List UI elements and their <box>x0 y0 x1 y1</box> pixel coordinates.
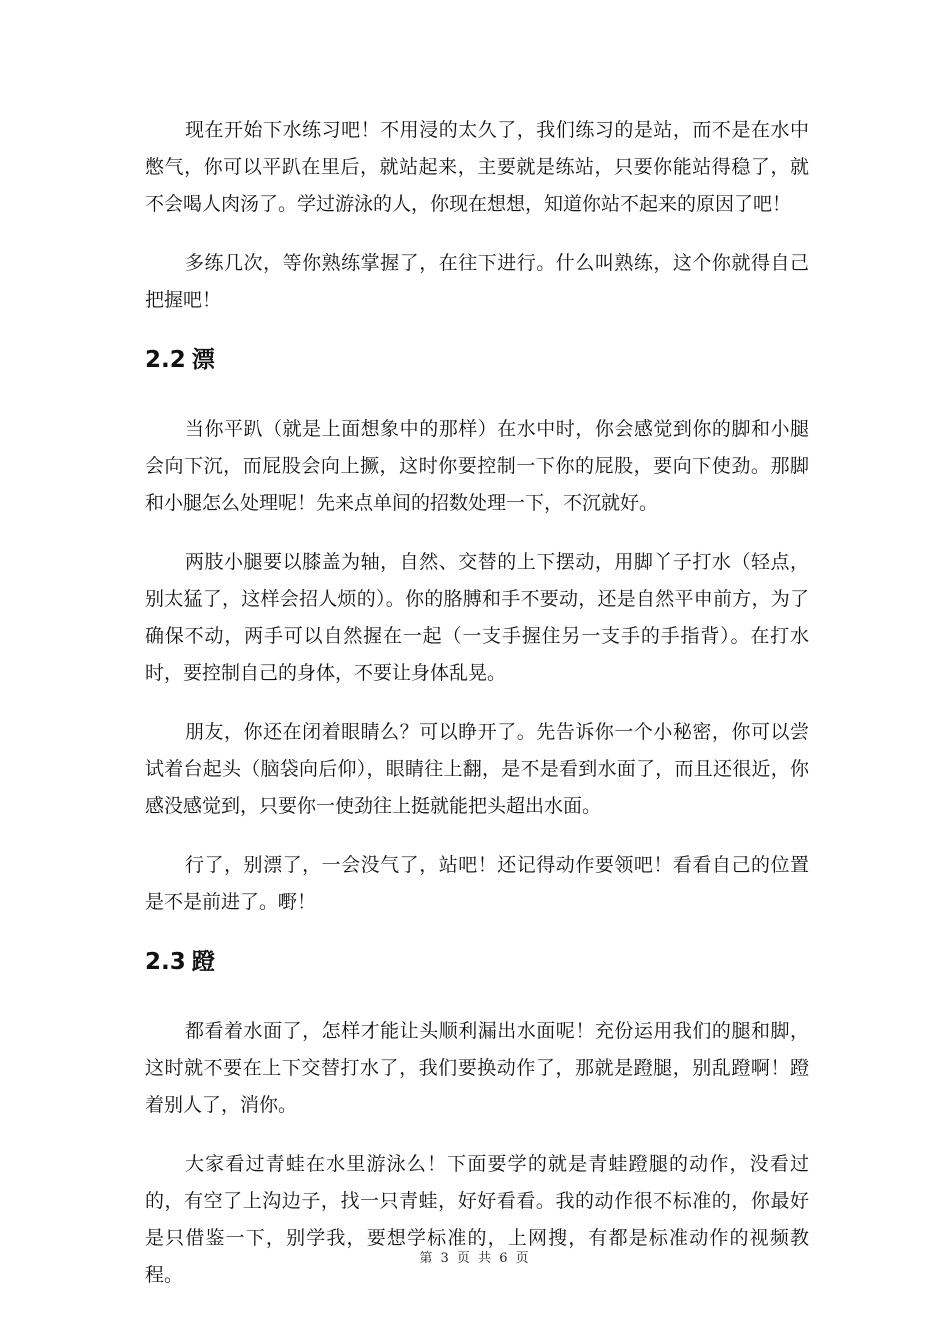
paragraph: 两肢小腿要以膝盖为轴，自然、交替的上下摆动，用脚丫子打水（轻点，别太猛了，这样会招人烦的）。你的胳膊和手不要动，还是自然平申前方，为了确保不动，两手可以自然握在一起（一支手握住另一支手的手指背）。在打水时，要控制自己的身体，不要让身体乱晃。 <box>145 551 809 684</box>
paragraph: 行了，别漂了，一会没气了，站吧！还记得动作要领吧！看看自己的位置是不是前进了。嘢！ <box>145 854 809 913</box>
paragraph: 当你平趴（就是上面想象中的那样）在水中时，你会感觉到你的脚和小腿会向下沉，而屁股会向上撅，这时你要控制一下你的屁股，要向下使劲。那脚和小腿怎么处理呢！先来点单间的招数处理一下，不沉就好。 <box>145 418 809 514</box>
paragraph: 现在开始下水练习吧！不用浸的太久了，我们练习的是站，而不是在水中憋气，你可以平趴在里后，就站起来，主要就是练站，只要你能站得稳了，就不会喝人肉汤了。学过游泳的人，你现在想想，知道你站不起来的原因了吧！ <box>145 119 809 215</box>
section-title: 蹬 <box>191 949 215 975</box>
section-number: 2.2 <box>145 347 186 373</box>
section-heading-2-2 <box>145 345 809 375</box>
section-heading-2-3 <box>145 947 809 977</box>
paragraph: 大家看过青蛙在水里游泳么！下面要学的就是青蛙蹬腿的动作，没看过的，有空了上沟边子，找一只青蛙，好好看看。我的动作很不标准的，你最好是只借鉴一下，别学我，要想学标准的，上网搜，有都是标准动作的视频教程。 <box>145 1153 809 1286</box>
paragraph: 朋友，你还在闭着眼睛么？可以睁开了。先告诉你一个小秘密，你可以尝试着台起头（脑袋向后仰），眼睛往上翻，是不是看到水面了，而且还很近，你感没感觉到，只要你一使劲往上挺就能把头超出水面。 <box>145 721 809 817</box>
section-number: 2.3 <box>145 949 186 975</box>
section-title: 漂 <box>191 347 215 373</box>
paragraph: 多练几次，等你熟练掌握了，在往下进行。什么叫熟练，这个你就得自己把握吧！ <box>145 252 809 311</box>
document-body <box>145 112 809 1316</box>
paragraph: 都看着水面了，怎样才能让头顺利漏出水面呢！充份运用我们的腿和脚，这时就不要在上下交替打水了，我们要换动作了，那就是蹬腿，别乱蹬啊！蹬着别人了，消你。 <box>145 1020 809 1116</box>
page-footer: 第 3 页 共 6 页 <box>419 1251 531 1266</box>
